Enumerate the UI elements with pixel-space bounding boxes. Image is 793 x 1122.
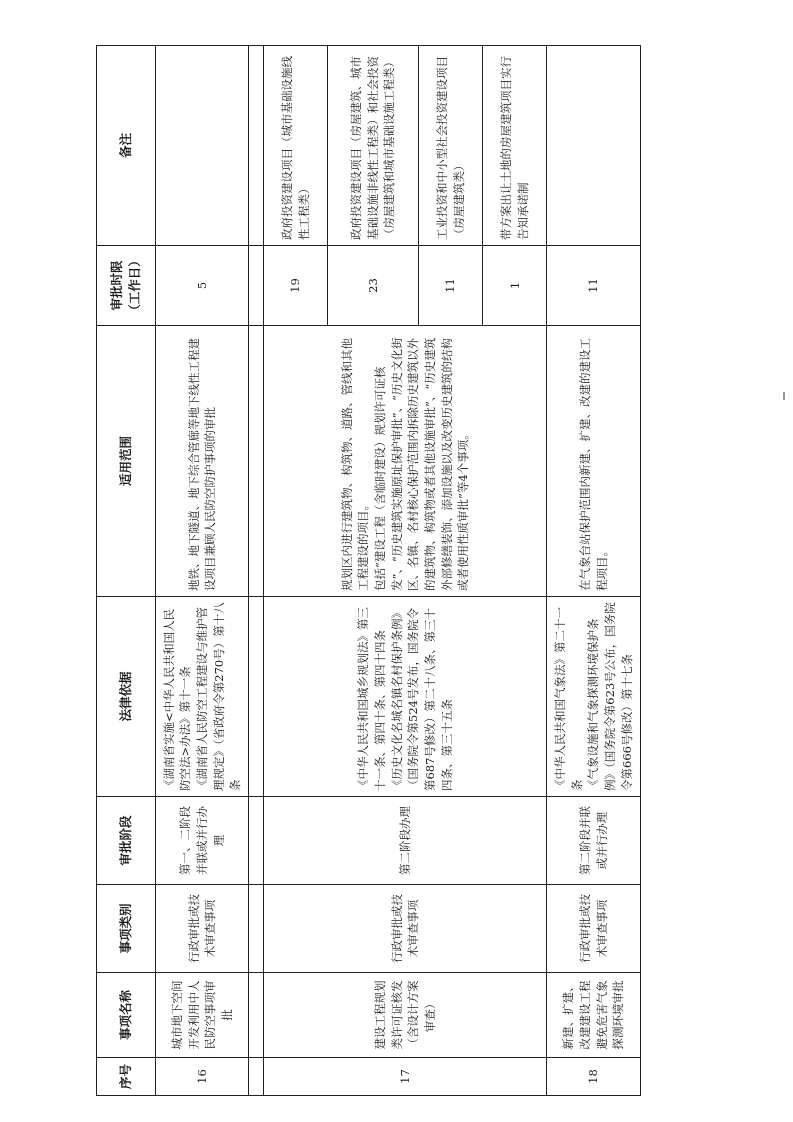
header-name: 事项名称 xyxy=(97,973,156,1058)
row18-stage: 第二阶段并联或并行办理 xyxy=(547,797,641,885)
row16-basis: 《湖南省实施<中华人民共和国人民防空法>办法》第十一条 《湖南省人民防空工程建设与维护管理规定》（省政府令第270号）第十八条 xyxy=(156,597,249,797)
row17-sub3-time: 11 xyxy=(419,246,483,326)
row17-sub4-time: 1 xyxy=(483,246,547,326)
row17-sub1-remarks: 政府投资建设项目（城市基础设施线性工程类） xyxy=(263,46,327,246)
header-time xyxy=(97,246,156,326)
header-scope: 适用范围 xyxy=(97,326,156,597)
approval-items-table xyxy=(96,45,641,1096)
header-time-line1: 审批时限 xyxy=(108,260,124,311)
row16-category: 行政审批或技术审查事项 xyxy=(156,885,249,973)
margin-mark xyxy=(783,392,785,400)
row17-sub4-remarks: 带方案出让土地的房屋建筑项目实行告知承诺制 xyxy=(483,46,547,246)
row17-sub3-remarks: 工业投资和中小型社会投资建设项目（房屋建筑类） xyxy=(419,46,483,246)
blank-row xyxy=(249,46,263,1096)
row18-remarks xyxy=(547,46,641,246)
header-basis: 法律依据 xyxy=(97,597,156,797)
row18-scope: 在气象台站保护范围内新建、扩建、改建的建设工程项目。 xyxy=(547,326,641,597)
row18-name: 新建、扩建、改建建设工程避免危害气象探测环境审批 xyxy=(547,973,641,1058)
table-header-row xyxy=(97,46,156,1096)
row17-sub1-time: 19 xyxy=(263,246,327,326)
row17-stage: 第二阶段办理 xyxy=(263,797,546,885)
table-row xyxy=(156,46,249,1096)
header-category: 事项类别 xyxy=(97,885,156,973)
row16-scope: 地铁、地下隧道、地下综合管廊等地下线性工程建设项目兼顾人民防空防护事项的审批 xyxy=(156,326,249,597)
row16-time: 5 xyxy=(156,246,249,326)
header-time-line2: （工作日） xyxy=(127,254,142,317)
row18-time: 11 xyxy=(547,246,641,326)
row18-seq: 18 xyxy=(547,1058,641,1096)
row16-seq: 16 xyxy=(156,1058,249,1096)
rotated-table-container xyxy=(96,46,641,1096)
row16-remarks xyxy=(156,46,249,246)
row17-scope: 规划区内进行建筑物、构筑物、道路、管线和其他工程建设的项目。 包括“建设工程（含临时建设）规划许可证核发”、“历史建筑实施原址保护审批”、“历史文化街区、名镇、名村核心保护范围内拆除历史建筑以外的建筑物、构筑物或者其他设施审批”、“历史建筑外部修缮装饰、添加设施以及改变历史建筑的结构或者使用性质审批”等4个事项。 xyxy=(263,326,546,597)
row17-name: 建设工程规划类许可证核发（含设计方案审查） xyxy=(263,973,546,1058)
table-row xyxy=(547,46,641,1096)
row17-basis: 《中华人民共和国城乡规划法》第三十一条、第四十条、第四十四条 《历史文化名城名镇名村保护条例》（国务院令第524号发布，国务院令第687号修改）第二十八条、第三十四条、第三十五条 xyxy=(263,597,546,797)
row18-category: 行政审批或技术审查事项 xyxy=(547,885,641,973)
header-remarks: 备注 xyxy=(97,46,156,246)
row16-name: 城市地下空间开发利用中人民防空事项审批 xyxy=(156,973,249,1058)
row18-basis: 《中华人民共和国气象法》第二十一条 《气象设施和气象探测环境保护条例》（国务院令第623号公布，国务院令第666号修改）第十七条 xyxy=(547,597,641,797)
row16-stage: 第一、二阶段并联或并行办理 xyxy=(156,797,249,885)
header-stage: 审批阶段 xyxy=(97,797,156,885)
header-seq: 序号 xyxy=(97,1058,156,1096)
table-row xyxy=(263,46,327,1096)
row17-seq: 17 xyxy=(263,1058,546,1096)
row17-category: 行政审批或技术审查事项 xyxy=(263,885,546,973)
row17-sub2-remarks: 政府投资建设项目（房屋建筑、城市基础设施非线性工程类）和社会投资（房屋建筑和城市基础设施工程类） xyxy=(328,46,419,246)
row17-sub2-time: 23 xyxy=(328,246,419,326)
